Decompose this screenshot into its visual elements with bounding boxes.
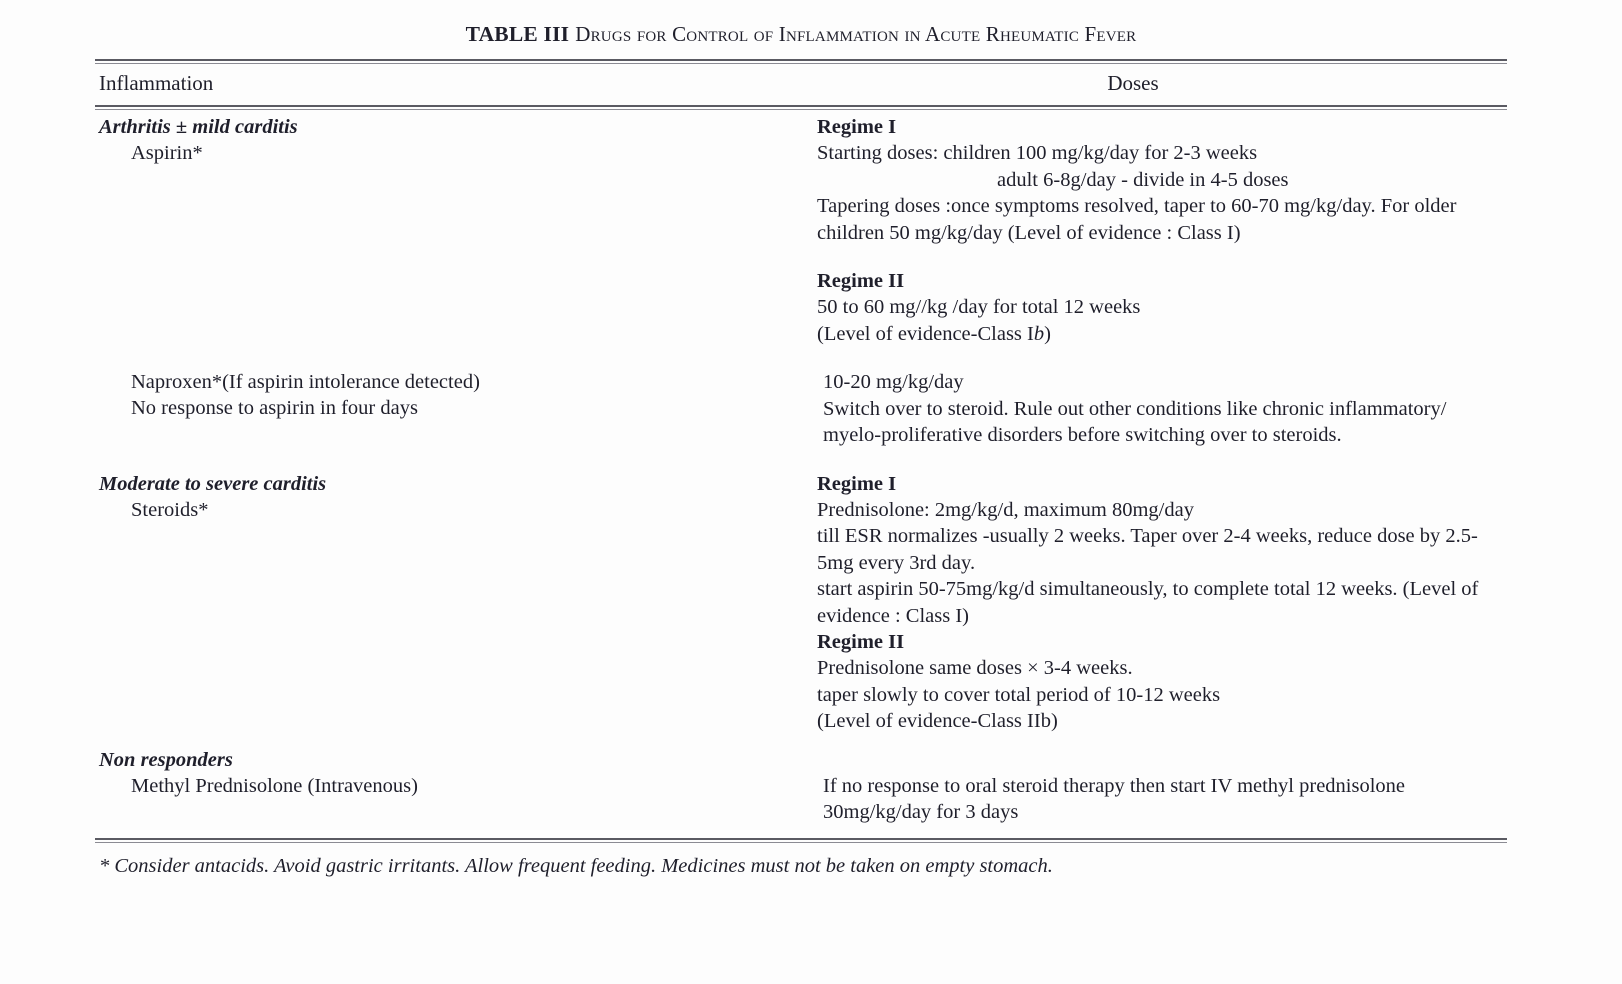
evidence-prefix: (Level of evidence-Class I <box>817 322 1034 345</box>
column-header-inflammation: Inflammation <box>99 71 214 95</box>
column-header-doses: Doses <box>1107 71 1159 95</box>
regime-label-aspirin-1: Regime I <box>817 116 897 138</box>
section-carditis-left <box>95 471 815 524</box>
table-row <box>95 471 1507 735</box>
spacer <box>95 826 1507 838</box>
spacer <box>95 347 1507 369</box>
spacer <box>95 735 1507 747</box>
dose-line-taper-slowly: taper slowly to cover total period of 10-12 weeks <box>817 683 1221 706</box>
dose-line-switch-steroid: Switch over to steroid. Rule out other conditions like chronic inflammatory/ myelo-proliferative disorders before switching over to steroids. <box>823 397 1447 446</box>
drug-name-naproxen: Naproxen*(If aspirin intolerance detected) <box>131 371 480 393</box>
dose-line-prednisolone-same: Prednisolone same doses × 3-4 weeks. <box>817 657 1133 679</box>
table-body <box>95 110 1507 838</box>
spacer <box>817 747 1503 773</box>
dose-line-naproxen: 10-20 mg/kg/day <box>823 371 964 393</box>
section-heading-carditis: Moderate to severe carditis <box>99 472 327 495</box>
section-heading-arthritis: Arthritis ± mild carditis <box>99 116 298 138</box>
section-arthritis-left <box>95 114 815 167</box>
dose-line-prednisolone: Prednisolone: 2mg/kg/d, maximum 80mg/day <box>817 498 1194 521</box>
dose-line-evidence-class-iib: (Level of evidence-Class IIb) <box>817 710 1058 732</box>
dose-line-esr-taper: till ESR normalizes -usually 2 weeks. Taper over 2-4 weeks, reduce dose by 2.5-5mg every 3rd day. <box>817 525 1478 574</box>
table-caption-title: Drugs for Control of Inflammation in Acute Rheumatic Fever <box>575 22 1137 46</box>
table-footnote: * Consider antacids. Avoid gastric irritants. Allow frequent feeding. Medicines must not be taken on empty stomach. <box>99 854 1053 877</box>
spacer <box>95 449 1507 471</box>
section-carditis-doses <box>815 471 1507 735</box>
section-heading-non-responders: Non responders <box>99 748 233 771</box>
spacer <box>817 246 1503 268</box>
drug-name-steroids: Steroids* <box>131 498 209 521</box>
table-row <box>95 369 1507 449</box>
drug-name-methyl-prednisolone: Methyl Prednisolone (Intravenous) <box>131 774 418 797</box>
dose-line-aspirin-tapering: Tapering doses :once symptoms resolved, taper to 60-70 mg/kg/day. For older children 50 mg/kg/day (Level of evidence : Class I) <box>817 195 1457 244</box>
note-no-response-aspirin: No response to aspirin in four days <box>131 397 418 419</box>
table-row <box>95 747 1507 826</box>
row-naproxen-left <box>95 369 815 421</box>
regime-label-steroid-2: Regime II <box>817 631 905 653</box>
dose-line-aspirin-starting: Starting doses: children 100 mg/kg/day for 2-3 weeks <box>817 142 1258 164</box>
section-nonresponders-doses <box>815 747 1507 826</box>
table-caption-label: TABLE III <box>465 22 570 46</box>
dose-line-aspirin-evidence2 <box>817 321 1503 348</box>
regime-label-aspirin-2: Regime II <box>817 270 905 292</box>
evidence-suffix: ) <box>1044 322 1051 345</box>
section-nonresponders-left <box>95 747 815 800</box>
dose-line-aspirin-adult: adult 6-8g/day - divide in 4-5 doses <box>997 168 1289 191</box>
table-caption <box>95 22 1507 47</box>
table-header-row <box>95 64 1507 105</box>
table-iii <box>95 22 1507 879</box>
row-naproxen-doses <box>815 369 1507 449</box>
dose-line-iv-methyl-prednisolone: If no response to oral steroid therapy then start IV methyl prednisolone 30mg/kg/day for 3 days <box>823 774 1406 823</box>
section-arthritis-doses <box>815 114 1507 347</box>
drug-name-aspirin: Aspirin* <box>131 142 203 164</box>
table-row <box>95 114 1507 347</box>
regime-label-steroid-1: Regime I <box>817 472 897 495</box>
dose-line-start-aspirin: start aspirin 50-75mg/kg/d simultaneously, to complete total 12 weeks. (Level of evidence : Class I) <box>817 578 1479 627</box>
dose-line-aspirin-regime2: 50 to 60 mg//kg /day for total 12 weeks <box>817 296 1141 318</box>
evidence-class-letter: b <box>1033 322 1045 345</box>
